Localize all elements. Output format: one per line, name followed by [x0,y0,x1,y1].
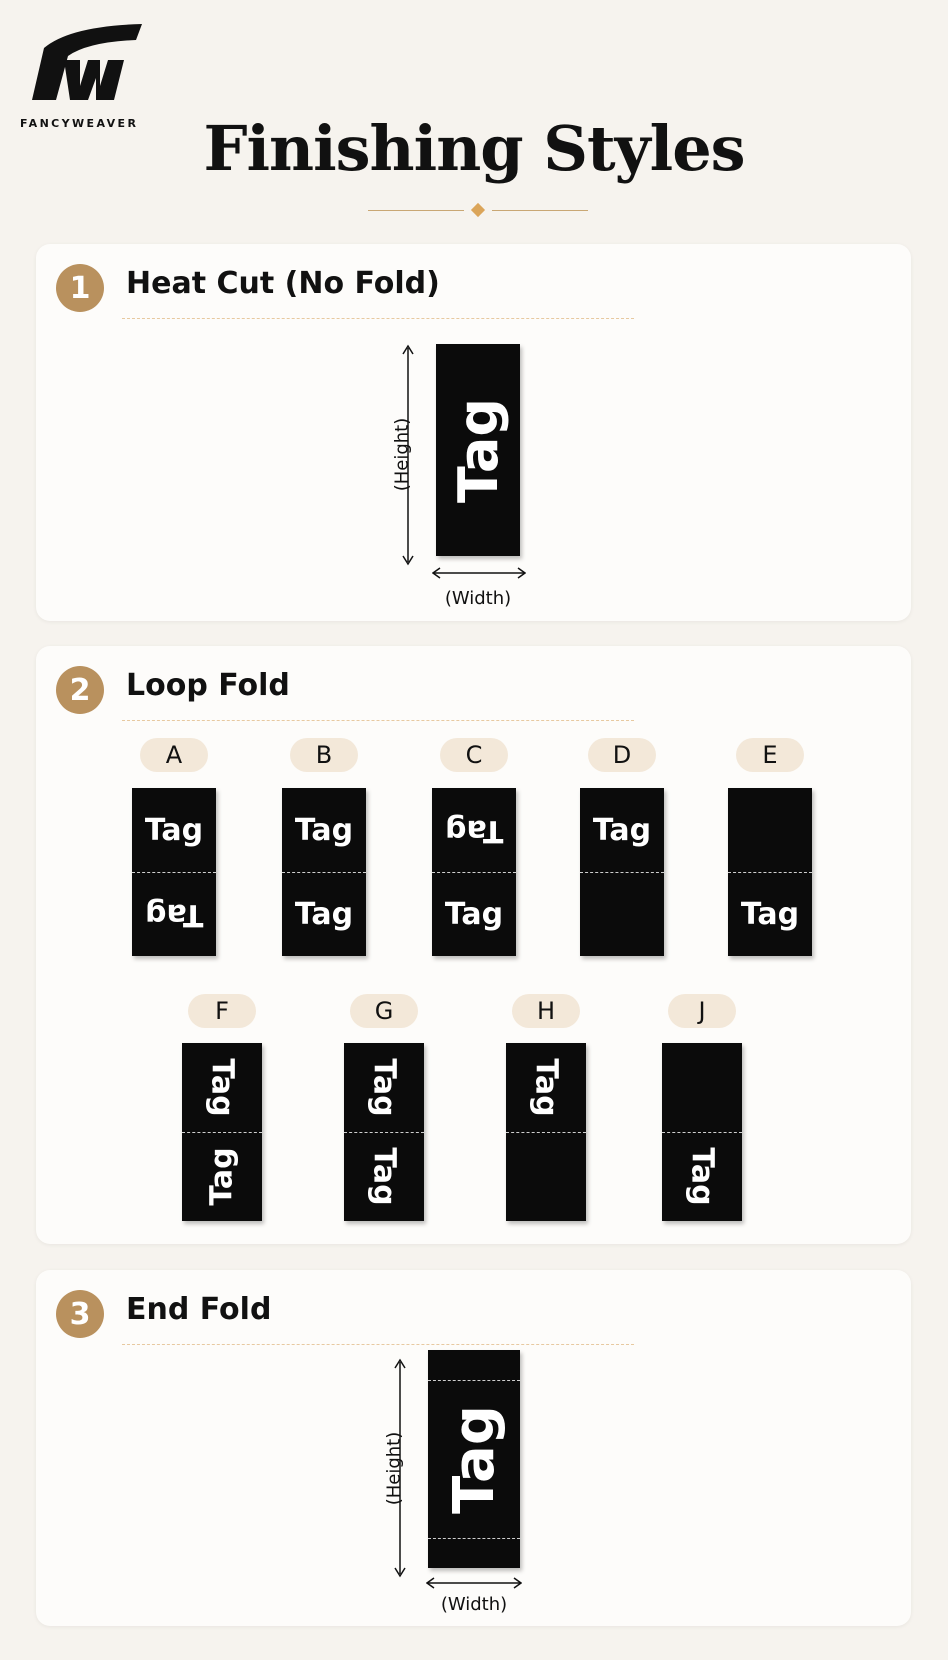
fw-logo-icon [30,22,160,104]
section-title: Loop Fold [126,668,290,703]
section-end-fold [36,1270,911,1626]
variant-tag-e [728,788,812,956]
tag-bottom-label: Tag [740,896,800,932]
tag-heat-cut [436,344,520,556]
section-title: End Fold [126,1292,272,1327]
variant-badge-d: D [588,738,656,772]
variant-badge-j: J [668,994,736,1028]
section-divider [122,318,634,319]
variant-tag-h [506,1043,586,1221]
tag-top-label: Tag [592,812,652,848]
variant-tag-b [282,788,366,956]
tag-label: Tag [441,1404,507,1514]
tag-top-label: Tag [204,1058,240,1117]
section-number: 2 [56,666,104,714]
tag-top-label: Tag [528,1058,564,1117]
tag-end-fold [428,1350,520,1568]
fold-line-bottom [428,1538,520,1539]
tag-bottom-label: Tag [294,896,354,932]
tag-top-label: Tag [444,812,504,848]
variant-tag-j [662,1043,742,1221]
variant-badge-h: H [512,994,580,1028]
section-number: 3 [56,1290,104,1338]
title-divider-diamond [471,203,485,217]
tag-bottom-label: Tag [684,1147,720,1206]
variant-tag-c [432,788,516,956]
variant-tag-g [344,1043,424,1221]
variant-tag-f [182,1043,262,1221]
variant-badge-f: F [188,994,256,1028]
variant-badge-e: E [736,738,804,772]
tag-bottom-label: Tag [144,896,204,932]
brand-name: FANCYWEAVER [20,117,139,130]
variant-badge-g: G [350,994,418,1028]
width-label: (Width) [440,1594,508,1615]
variant-tag-d [580,788,664,956]
variant-tag-a [132,788,216,956]
section-loop-fold [36,646,911,1244]
section-number: 1 [56,264,104,312]
tag-top-label: Tag [144,812,204,848]
variant-badge-a: A [140,738,208,772]
tag-label: Tag [446,397,510,503]
tag-bottom-label: Tag [444,896,504,932]
width-arrow-icon [426,1576,522,1590]
section-heat-cut [36,244,911,621]
height-label: (Height) [391,417,413,492]
section-divider [122,720,634,721]
tag-bottom-label: Tag [366,1147,402,1206]
tag-bottom-label: Tag [204,1147,240,1206]
width-arrow-icon [432,566,526,580]
tag-top-label: Tag [366,1058,402,1117]
section-divider [122,1344,634,1345]
title-divider-left [368,210,464,211]
variant-badge-c: C [440,738,508,772]
section-title: Heat Cut (No Fold) [126,266,440,301]
width-label: (Width) [444,588,512,609]
tag-top-label: Tag [294,812,354,848]
height-label: (Height) [383,1431,405,1506]
variant-badge-b: B [290,738,358,772]
page-title: Finishing Styles [203,112,745,185]
title-divider-right [492,210,588,211]
